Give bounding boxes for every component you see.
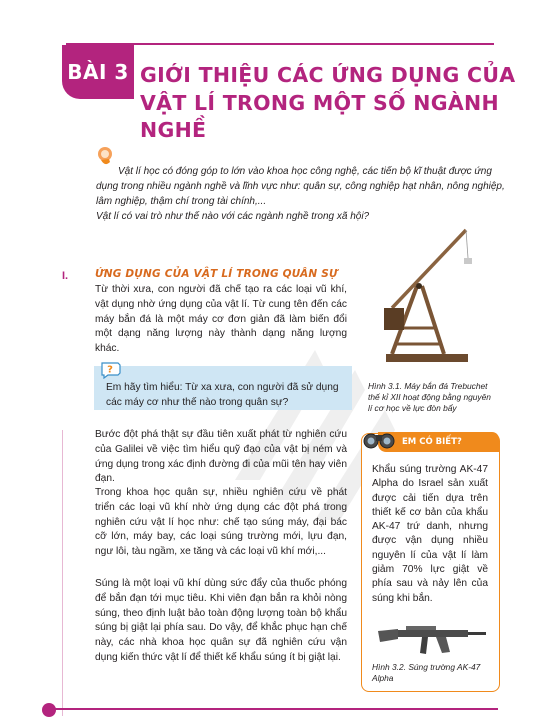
paragraph-1: Từ thời xưa, con người đã chế tạo ra các loại vũ khí, vật dụng nhờ ứng dụng của vật lí. Từ cung tên đến các máy bắn đá là một máy cơ đơn giản đã làm biến đổi một dạng năng lượng này thành dạng năng lượng khác.: [95, 284, 347, 355]
trebuchet-image: [372, 228, 482, 368]
bottom-rule: [44, 708, 498, 710]
svg-text:?: ?: [107, 364, 113, 376]
rifle-image: [376, 618, 488, 658]
intro-paragraph: Vật lí học có đóng góp to lớn vào khoa học công nghệ, các tiến bộ kĩ thuật được ứng dụng trong nhiều ngành nghề và lĩnh vực như: quân sự, công nghiệp hạt nhân, nông nghiệp, lâm nghiệp, thậm chí trong tài chính,...: [96, 166, 505, 207]
margin-line: [62, 430, 63, 716]
figure-2-caption: Hình 3.2. Súng trường AK-47 Alpha: [372, 662, 481, 683]
paragraph-2: Bước đột phá thật sự đầu tiên xuất phát từ nghiên cứu của Galilei về việc tìm hiểu quỹ đạo của vật bị ném và ứng dụng trong xác định đường đi của mũi tên hay viên đạn.: [95, 429, 347, 485]
intro-block: [96, 164, 506, 224]
figure-1-caption: Hình 3.1. Máy bắn đá Trebuchet thế kỉ XII hoạt động bằng nguyên lí cơ học về lực đòn bẩy: [368, 381, 491, 413]
section-number: I.: [62, 270, 69, 282]
paragraph-4: Súng là một loại vũ khí dùng sức đẩy của thuốc phóng để bắn đạn tới mục tiêu. Khi viên đạn bắn ra khỏi nòng súng, theo định luật bảo toàn động lượng toàn bộ khẩu súng bị giật lại phía sau. Do vậy, để khắc phục hạn chế này, các nhà khoa học quân sự đã nghiên cứu vận dụng kiến thức vật lí để thiết kế khẩu súng ít bị giật lại.: [95, 578, 347, 663]
page-corner-mark: [42, 703, 56, 717]
intro-question: Vật lí có vai trò như thế nào với các ngành nghề trong xã hội?: [96, 211, 370, 222]
paragraph-3: Trong khoa học quân sự, nhiều nghiên cứu về phát triển các loại vũ khí nhờ ứng dụng các đột phá trong nghiên cứu vật lí học như: chế tạo súng máy, đại bác cỡ lớn, máy bay, các loại súng trường mới, lựu đạn, ngư lôi, tàu ngầm, xe tăng và các loại vũ khí mới,...: [95, 487, 347, 558]
did-you-know-heading: EM CÓ BIẾT?: [378, 432, 499, 452]
binoculars-icon: [362, 427, 396, 451]
lesson-label: BÀI 3: [62, 45, 134, 99]
question-box-text: Em hãy tìm hiểu: Từ xa xưa, con người đã sử dụng các máy cơ như thế nào trong quân sự?: [106, 382, 339, 408]
section-title: ỨNG DỤNG CỦA VẬT LÍ TRONG QUÂN SỰ: [95, 268, 338, 280]
did-you-know-text: Khẩu súng trường AK-47 Alpha do Israel sản xuất được cải tiến dựa trên thiết kế cơ bản của khẩu AK-47 trứ danh, nhưng được vận dụng nhiều nguyên lí của vật lí làm giảm 70% lực giật về phía sau và nảy lên của súng khi bắn.: [372, 464, 488, 604]
lesson-title: GIỚI THIỆU CÁC ỨNG DỤNG CỦA VẬT LÍ TRONG MỘT SỐ NGÀNH NGHỀ: [140, 63, 516, 142]
question-mark-icon: [100, 361, 122, 379]
